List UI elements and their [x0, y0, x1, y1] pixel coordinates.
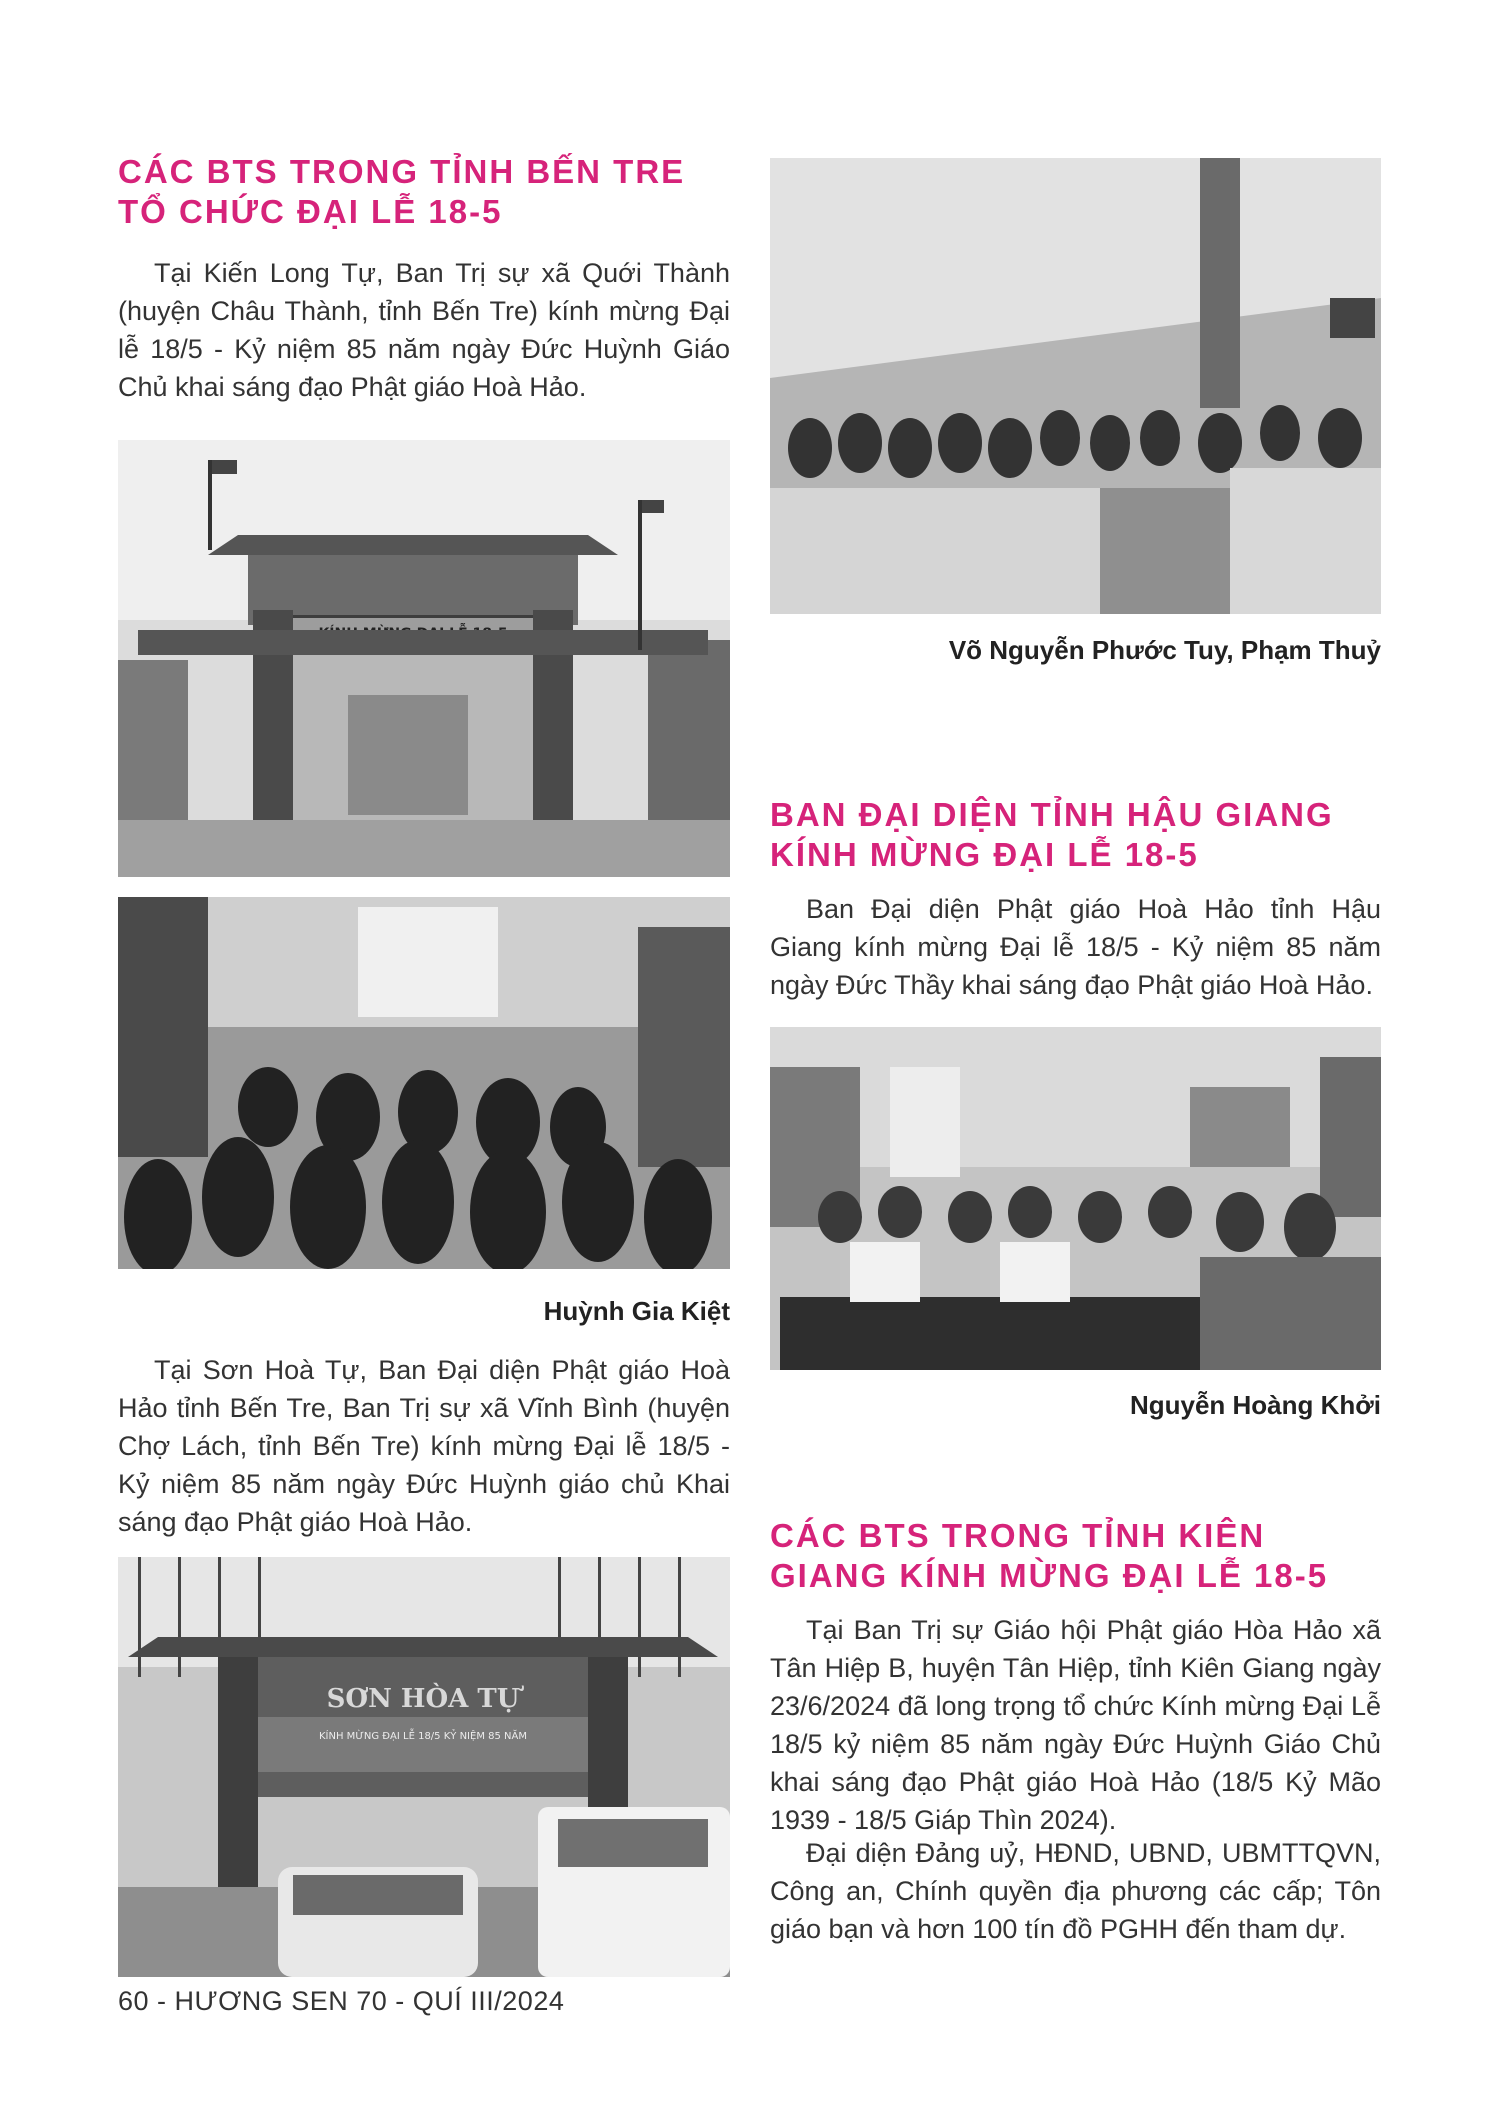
photo-credit-huynh-gia-kiet: Huỳnh Gia Kiệt: [543, 1296, 730, 1326]
section-heading-kien-giang: CÁC BTS TRONG TỈNH KIÊN GIANG KÍNH MỪNG ĐẠI LỄ 18-5: [770, 1517, 1329, 1594]
section-heading-ben-tre: CÁC BTS TRONG TỈNH BẾN TRE TỔ CHỨC ĐẠI LỄ 18-5: [118, 153, 686, 230]
photo-ceremony-crowd: [118, 897, 730, 1269]
photo-meeting-hall: [770, 158, 1381, 614]
photo-credit-nguyen-hoang-khoi: Nguyễn Hoàng Khởi: [1129, 1390, 1381, 1420]
paragraph-kien-long-tu: Tại Kiến Long Tự, Ban Trị sự xã Quới Thành (huyện Châu Thành, tỉnh Bến Tre) kính mừng Đại lễ 18/5 - Kỷ niệm 85 năm ngày Đức Huỳnh Giáo Chủ khai sáng đạo Phật giáo Hoà Hảo.: [118, 258, 730, 402]
photo-son-hoa-tu-gate: [118, 1557, 730, 1977]
paragraph-son-hoa-tu: Tại Sơn Hoà Tự, Ban Đại diện Phật giáo Hoà Hảo tỉnh Bến Tre, Ban Trị sự xã Vĩnh Bình (huyện Chợ Lách, tỉnh Bến Tre) kính mừng Đại lễ 18/5 - Kỷ niệm 85 năm ngày Đức Huỳnh giáo chủ Khai sáng đạo Phật giáo Hoà Hảo.: [118, 1355, 730, 1537]
section-heading-hau-giang: BAN ĐẠI DIỆN TỈNH HẬU GIANG KÍNH MỪNG ĐẠI LỄ 18-5: [770, 796, 1334, 873]
photo-credit-vo-nguyen-phuoc-tuy: Võ Nguyễn Phước Tuy, Phạm Thuỷ: [948, 635, 1381, 665]
page-footer: 60 - HƯƠNG SEN 70 - QUÍ III/2024: [118, 1986, 565, 2016]
photo-kien-long-tu-gate: [118, 440, 730, 877]
paragraph-hau-giang: Ban Đại diện Phật giáo Hoà Hảo tỉnh Hậu Giang kính mừng Đại lễ 18/5 - Kỷ niệm 85 năm ngày Đức Thầy khai sáng đạo Phật giáo Hoà Hảo.: [770, 894, 1381, 1000]
gate-sign-text: SƠN HÒA TỰ: [326, 1684, 520, 1714]
paragraph-tan-hiep-b: Tại Ban Trị sự Giáo hội Phật giáo Hòa Hảo xã Tân Hiệp B, huyện Tân Hiệp, tỉnh Kiên Giang ngày 23/6/2024 đã long trọng tổ chức Kính mừng Đại Lễ 18/5 kỷ niệm 85 năm ngày Đức Huỳnh Giáo Chủ khai sáng đạo Phật giáo Hoà Hảo (18/5 Kỷ Mão 1939 - 18/5 Giáp Thìn 2024).: [770, 1615, 1381, 1835]
gate-banner-text: KÍNH MỪNG ĐẠI LỄ 18/5 KỶ NIỆM 85 NĂM: [319, 1731, 527, 1742]
photo-hau-giang-assembly: [770, 1027, 1381, 1370]
paragraph-attendees: Đại diện Đảng uỷ, HĐND, UBND, UBMTTQVN, Công an, Chính quyền địa phương các cấp; Tôn giáo bạn và hơn 100 tín đồ PGHH đến tham dự.: [770, 1838, 1381, 1944]
